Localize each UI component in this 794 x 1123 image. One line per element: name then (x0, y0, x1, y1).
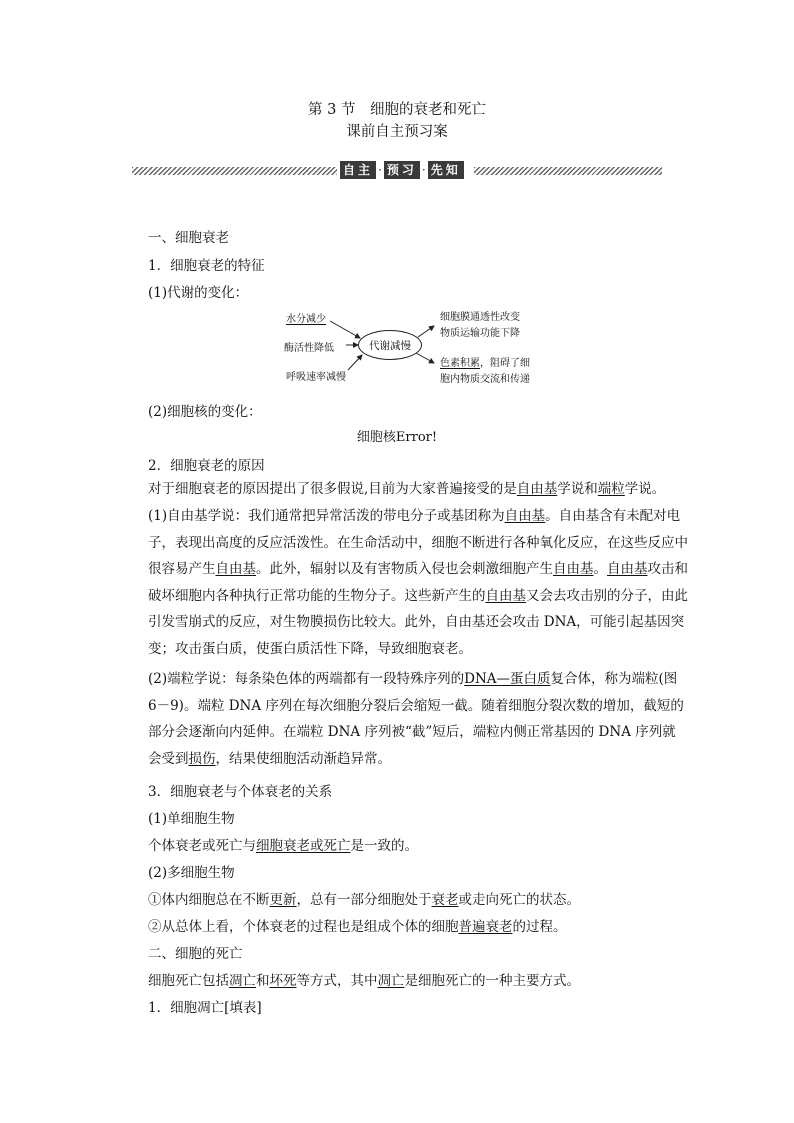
banner-stripe-right (474, 167, 662, 175)
banner-separator: · (378, 163, 382, 177)
self-study-banner (132, 160, 662, 182)
item-unicellular: (1)单细胞生物 (148, 811, 235, 827)
multicellular-point-2: ②从总体上看，个体衰老的过程也是组成个体的细胞普遍衰老的过程。 (148, 919, 567, 935)
subheading-aging-causes: 2．细胞衰老的原因 (148, 458, 265, 474)
banner-stripe-left (132, 167, 337, 175)
diagram-right-label: 物质运输功能下降 (440, 328, 520, 339)
section-title: 第 3 节 细胞的衰老和死亡 (308, 102, 486, 118)
banner-chip: 预习 (384, 161, 420, 179)
telomere-paragraph: (2)端粒学说：每条染色体的两端都有一段特殊序列的DNA—蛋白质复合体，称为端粒(图 6－9)。端粒 DNA 序列在每次细胞分裂后会缩短一截。随着细胞分裂次数的增加，截短的部分会逐渐向内延伸。在端粒 DNA 序列被“截”短后，端粒内侧正常基因的 DNA 序列就会受到损伤，结果使细胞活动渐趋异常。 (148, 671, 684, 767)
diagram-left-label: 水分减少 (286, 314, 326, 325)
section-subtitle: 课前自主预习案 (346, 124, 448, 140)
item-multicellular: (2)多细胞生物 (148, 865, 235, 881)
diagram-right-label: 胞内物质交流和传递 (440, 374, 530, 385)
subheading-aging-features: 1．细胞衰老的特征 (148, 258, 265, 274)
item-metabolism: (1)代谢的变化： (148, 285, 249, 301)
causes-paragraph: 对于细胞衰老的原因提出了很多假说,目前为大家普遍接受的是自由基学说和端粒学说。 (148, 481, 666, 497)
nucleus-formula: 细胞核Error! (356, 430, 438, 445)
unicellular-text: 个体衰老或死亡与细胞衰老或死亡是一致的。 (148, 838, 418, 854)
heading-cell-death: 二、细胞的死亡 (148, 946, 243, 962)
subheading-apoptosis: 1．细胞凋亡[填表] (148, 1000, 262, 1016)
diagram-center-node: 代谢减慢 (358, 330, 422, 360)
diagram-left-label: 酶活性降低 (284, 343, 334, 354)
subheading-aging-relation: 3．细胞衰老与个体衰老的关系 (148, 784, 333, 800)
banner-separator: · (421, 163, 426, 177)
diagram-right-label: 色素积累，阻碍了细 (440, 358, 530, 369)
multicellular-point-1: ①体内细胞总在不断更新，总有一部分细胞处于衰老或走向死亡的状态。 (148, 892, 580, 908)
heading-cell-aging: 一、细胞衰老 (148, 230, 229, 246)
metabolism-diagram (282, 306, 542, 394)
diagram-right-label: 细胞膜通透性改变 (440, 312, 520, 323)
item-nucleus: (2)细胞核的变化： (148, 404, 262, 420)
diagram-left-label: 呼吸速率减慢 (286, 372, 346, 383)
banner-chip: 先知 (428, 161, 464, 179)
banner-tag (340, 160, 464, 180)
cell-death-text: 细胞死亡包括凋亡和坏死等方式，其中凋亡是细胞死亡的一种主要方式。 (148, 973, 580, 989)
banner-chip: 自主 (340, 161, 376, 179)
free-radical-paragraph: (1)自由基学说：我们通常把异常活泼的带电分子或基团称为自由基。自由基含有未配对电子，表现出高度的反应活泼性。在生命活动中，细胞不断进行各种氧化反应，在这些反应中很容易产生自由基。此外，辐射以及有害物质入侵也会刺激细胞产生自由基。自由基攻击和破坏细胞内各种执行正常功能的生物分子。这些新产生的自由基又会去攻击别的分子，由此引发雪崩式的反应，对生物膜损伤比较大。此外，自由基还会攻击 DNA，可能引起基因突变；攻击蛋白质，使蛋白质活性下降，导致细胞衰老。 (148, 508, 688, 657)
